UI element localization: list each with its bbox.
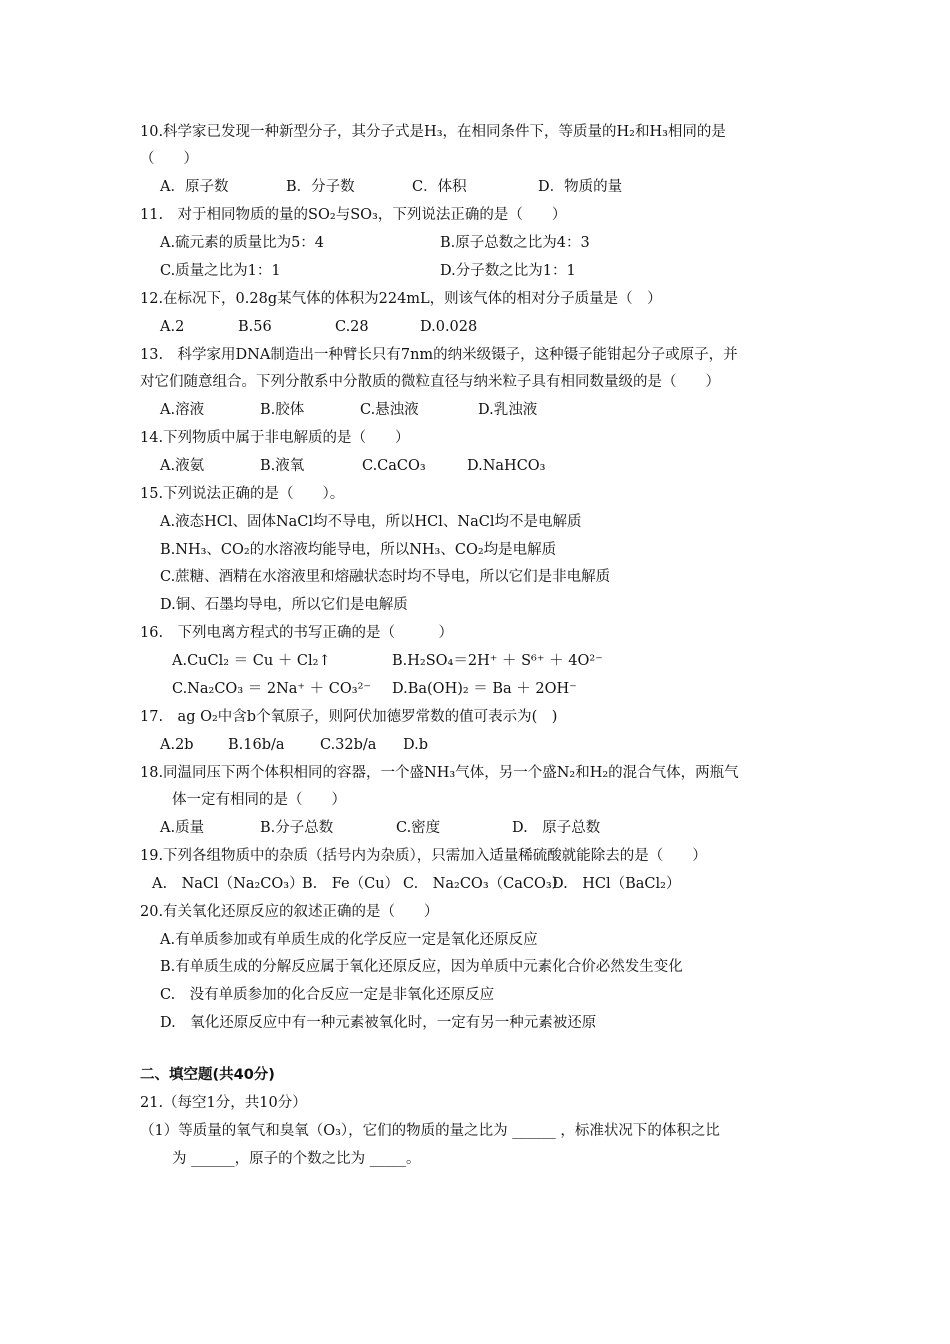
q17-stem: 17. ag O₂中含b个氧原子，则阿伏加德罗常数的值可表示为( ) xyxy=(140,709,558,725)
q15-stem: 15.下列说法正确的是（ ）。 xyxy=(140,486,345,502)
q14-option-a: A.液氨 xyxy=(160,458,205,474)
q17-option-d: D.b xyxy=(403,737,428,753)
q18-option-d: D. 原子总数 xyxy=(512,820,601,836)
q13-option-c: C.悬浊液 xyxy=(360,402,419,418)
q19-option-c: C. Na₂CO₃（CaCO₃） xyxy=(403,876,567,892)
q21-stem: 21.（每空1分，共10分） xyxy=(140,1095,307,1111)
q21-sub1-line2: 为 ______，原子的个数之比为 _____。 xyxy=(172,1151,421,1167)
q10-paren: （ ） xyxy=(140,151,198,167)
q13-stem-2: 对它们随意组合。下列分散系中分散质的微粒直径与纳米粒子具有相同数量级的是（ ） xyxy=(140,374,720,390)
q16-option-d: D.Ba(OH)₂ ＝ Ba ＋ 2OH⁻ xyxy=(392,681,577,697)
q10-option-d: D．物质的量 xyxy=(538,179,623,195)
q10-stem: 10.科学家已发现一种新型分子，其分子式是H₃，在相同条件下，等质量的H₂和H₃相同的是 xyxy=(140,124,726,140)
q11-stem: 11. 对于相同物质的量的SO₂与SO₃，下列说法正确的是（ ） xyxy=(140,207,567,223)
q16-option-a: A.CuCl₂ ＝ Cu ＋ Cl₂↑ xyxy=(172,653,331,669)
q14-option-b: B.液氧 xyxy=(260,458,305,474)
q10-option-a: A．原子数 xyxy=(160,179,229,195)
q19-option-a: A. NaCl（Na₂CO₃） xyxy=(152,876,304,892)
q17-option-b: B.16b/a xyxy=(228,737,285,753)
q17-option-a: A.2b xyxy=(160,737,194,753)
q20-option-d: D. 氧化还原反应中有一种元素被氧化时，一定有另一种元素被还原 xyxy=(160,1015,597,1031)
q15-option-c: C.蔗糖、酒精在水溶液里和熔融状态时均不导电，所以它们是非电解质 xyxy=(160,569,611,585)
q19-option-d: D. HCl（BaCl₂） xyxy=(552,876,681,892)
q11-option-d: D.分子数之比为1：1 xyxy=(440,263,576,279)
q13-stem: 13. 科学家用DNA制造出一种臂长只有7nm的纳米级镊子，这种镊子能钳起分子或原子，并 xyxy=(140,347,738,363)
q15-option-a: A.液态HCl、固体NaCl均不导电，所以HCl、NaCl均不是电解质 xyxy=(160,514,582,530)
q18-stem: 18.同温同压下两个体积相同的容器，一个盛NH₃气体，另一个盛N₂和H₂的混合气体，两瓶气 xyxy=(140,765,739,781)
q18-stem-2: 体一定有相同的是（ ） xyxy=(172,792,346,808)
q18-option-a: A.质量 xyxy=(160,820,205,836)
q11-option-c: C.质量之比为1：1 xyxy=(160,263,281,279)
q15-option-d: D.铜、石墨均导电，所以它们是电解质 xyxy=(160,597,408,613)
q16-stem: 16. 下列电离方程式的书写正确的是（ ） xyxy=(140,625,454,641)
q21-sub1-line1: （1）等质量的氧气和臭氧（O₃），它们的物质的量之比为 ______ ，标准状况下的体积之比 xyxy=(140,1123,720,1139)
q13-option-a: A.溶液 xyxy=(160,402,205,418)
q14-option-c: C.CaCO₃ xyxy=(362,458,426,474)
q11-option-b: B.原子总数之比为4：3 xyxy=(440,235,590,251)
q14-option-d: D.NaHCO₃ xyxy=(467,458,546,474)
q12-stem: 12.在标况下，0.28g某气体的体积为224mL，则该气体的相对分子质量是（ ） xyxy=(140,291,662,307)
q16-option-c: C.Na₂CO₃ ＝ 2Na⁺ ＋ CO₃²⁻ xyxy=(172,681,372,697)
q12-option-c: C.28 xyxy=(335,319,369,335)
q12-option-a: A.2 xyxy=(160,319,185,335)
q13-option-b: B.胶体 xyxy=(260,402,305,418)
q20-stem: 20.有关氧化还原反应的叙述正确的是（ ） xyxy=(140,904,439,920)
q12-option-b: B.56 xyxy=(238,319,272,335)
q18-option-b: B.分子总数 xyxy=(260,820,334,836)
q16-option-b: B.H₂SO₄＝2H⁺ ＋ S⁶⁺ ＋ 4O²⁻ xyxy=(392,653,603,669)
q20-option-b: B.有单质生成的分解反应属于氧化还原反应，因为单质中元素化合价必然发生变化 xyxy=(160,959,683,975)
q11-option-a: A.硫元素的质量比为5：4 xyxy=(160,235,325,251)
q13-option-d: D.乳浊液 xyxy=(478,402,538,418)
q12-option-d: D.0.028 xyxy=(420,319,478,335)
q19-option-b: B. Fe（Cu） xyxy=(302,876,400,892)
q20-option-c: C. 没有单质参加的化合反应一定是非氧化还原反应 xyxy=(160,987,495,1003)
q10-option-b: B．分子数 xyxy=(286,179,355,195)
q10-option-c: C．体积 xyxy=(412,179,467,195)
q14-stem: 14.下列物质中属于非电解质的是（ ） xyxy=(140,430,410,446)
q19-stem: 19.下列各组物质中的杂质（括号内为杂质），只需加入适量稀硫酸就能除去的是（ ） xyxy=(140,848,707,864)
q18-option-c: C.密度 xyxy=(396,820,441,836)
q15-option-b: B.NH₃、CO₂的水溶液均能导电，所以NH₃、CO₂均是电解质 xyxy=(160,542,557,558)
q17-option-c: C.32b/a xyxy=(320,737,377,753)
q20-option-a: A.有单质参加或有单质生成的化学反应一定是氧化还原反应 xyxy=(160,932,538,948)
section-title: 二、填空题(共40分) xyxy=(140,1067,275,1083)
